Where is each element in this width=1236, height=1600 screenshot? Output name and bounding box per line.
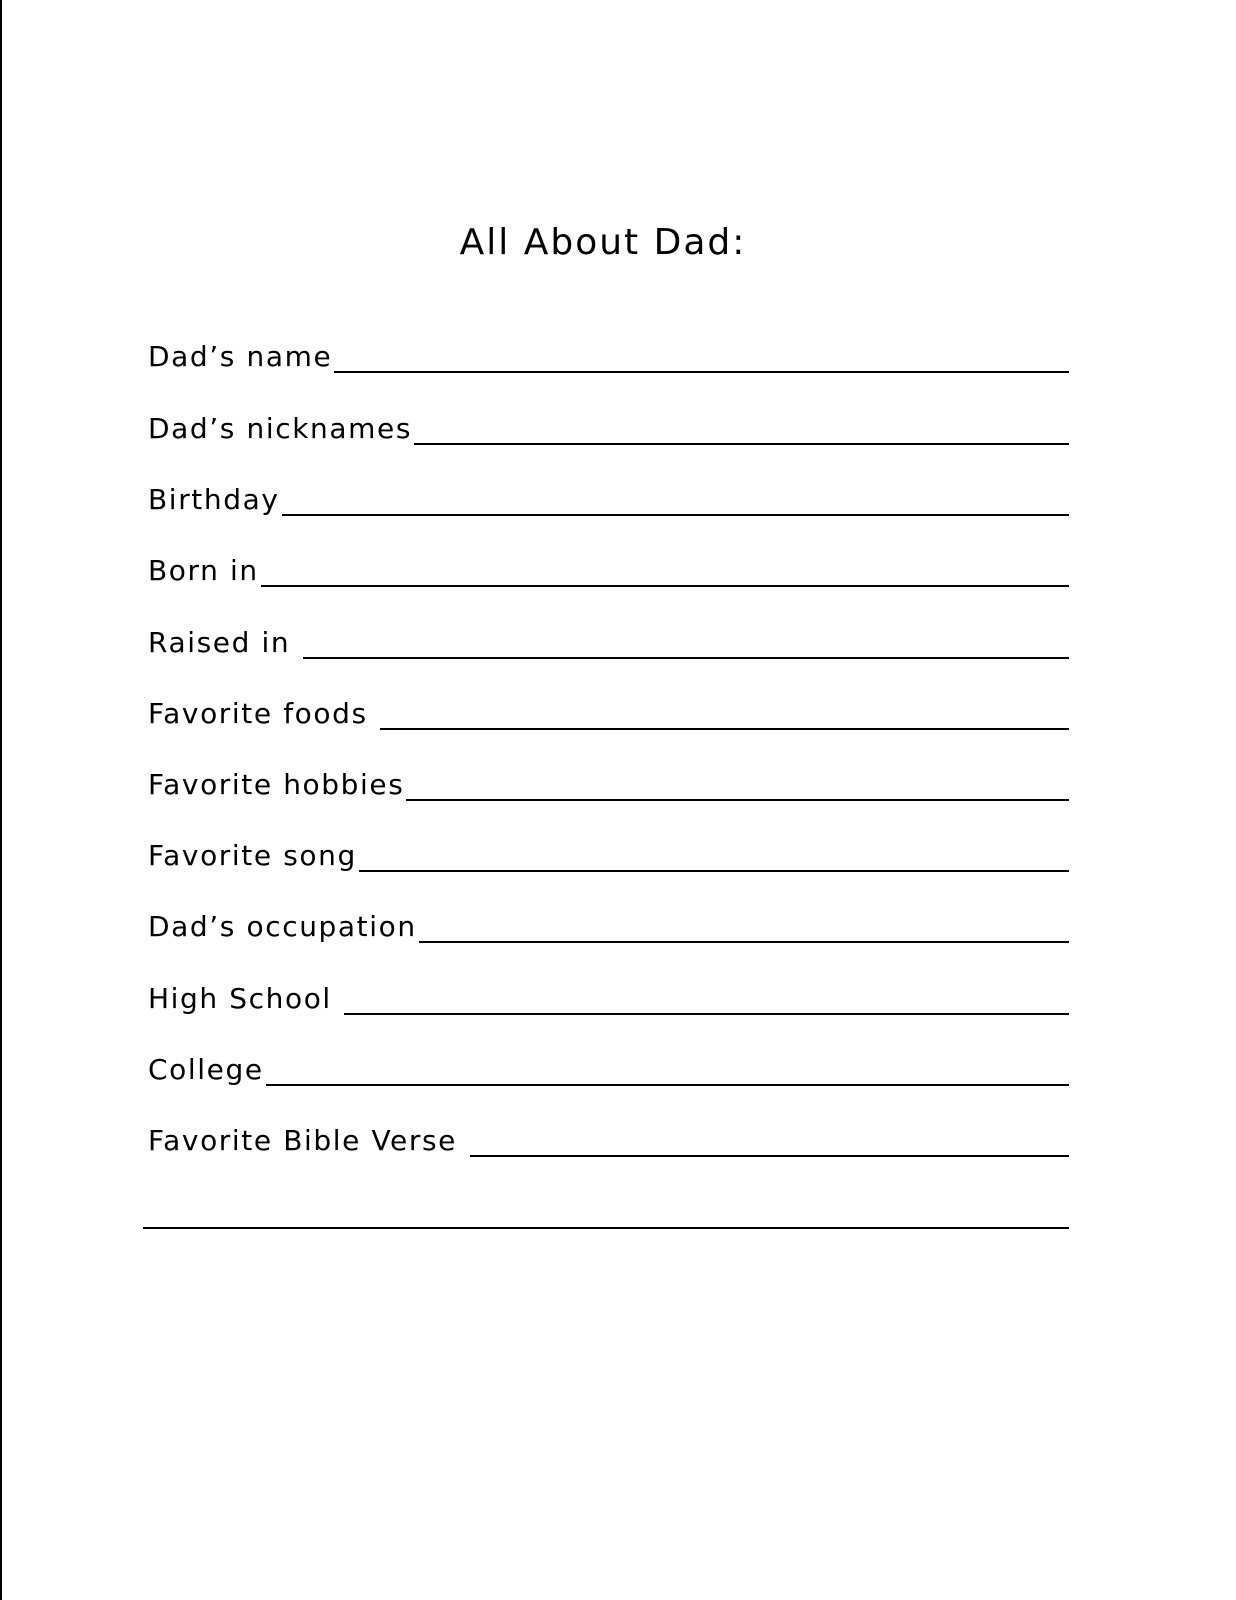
field-label: Dad’s name: [148, 340, 333, 373]
fill-in-blank-line[interactable]: [303, 657, 1069, 659]
field-label: High School: [148, 982, 343, 1015]
extra-blank-line[interactable]: [143, 1227, 1069, 1229]
form-field-row: [148, 478, 1069, 518]
form-field-row: [148, 692, 1069, 732]
form-field-row: [148, 905, 1069, 945]
fill-in-blank-line[interactable]: [406, 799, 1069, 801]
form-field-row: [148, 407, 1069, 447]
form-field-row: [148, 977, 1069, 1017]
field-label: Dad’s occupation: [148, 910, 417, 943]
field-label: Birthday: [148, 483, 280, 516]
form-field-row: [148, 549, 1069, 589]
page-title: All About Dad:: [459, 222, 747, 263]
fill-in-blank-line[interactable]: [261, 585, 1069, 587]
field-label: Favorite Bible Verse: [148, 1124, 468, 1157]
field-label: College: [148, 1053, 264, 1086]
fill-in-blank-line[interactable]: [266, 1084, 1069, 1086]
form-field-row: [148, 1048, 1069, 1088]
field-label: Favorite hobbies: [148, 768, 405, 801]
fill-in-blank-line[interactable]: [359, 870, 1069, 872]
fill-in-blank-line[interactable]: [282, 514, 1069, 516]
fill-in-blank-line[interactable]: [419, 941, 1069, 943]
fill-in-blank-line[interactable]: [334, 371, 1069, 373]
field-label: Raised in: [148, 626, 301, 659]
form-field-row: [148, 763, 1069, 803]
form-field-row: [148, 1119, 1069, 1159]
fill-in-blank-line[interactable]: [470, 1155, 1070, 1157]
fill-in-blank-line[interactable]: [414, 443, 1069, 445]
field-label: Favorite song: [148, 839, 357, 872]
form-field-row: [148, 621, 1069, 661]
field-label: Dad’s nicknames: [148, 412, 413, 445]
field-label: Favorite foods: [148, 697, 379, 730]
form-field-row: [148, 335, 1069, 375]
fill-in-blank-line[interactable]: [344, 1013, 1069, 1015]
form-field-row: [148, 834, 1069, 874]
field-label: Born in: [148, 554, 259, 587]
fill-in-blank-line[interactable]: [380, 728, 1069, 730]
